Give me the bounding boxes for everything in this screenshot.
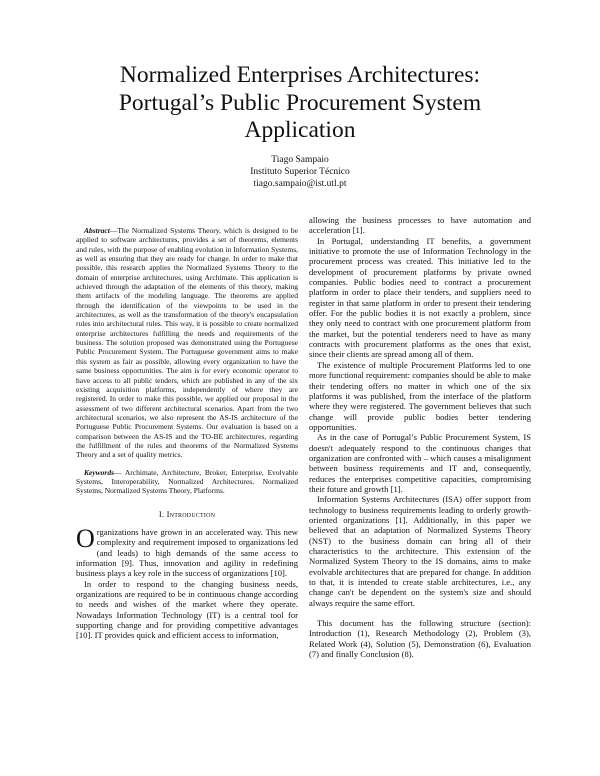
abstract-text: —The Normalized Systems Theory, which is designed to be applied to software architectures, provides a set of theorems, elements and rules, with the purpose of enabling evolution in Information Systems, as well as ensuring that they are ready for change. In order to make that possible, this research applies the Normalized Systems Theory to the domain of enterprise architectures, using Archimate. This application is achieved through the adaptation of the elements of this theory, making them artifacts of the modeling language. The theorems are applied through the identification of the viewpoints to be used in the architectures, as well as the transformation of the theory's encapsulation rules into architectural rules. This way, it is possible to create normalized enterprise architectures fulfilling the needs and requirements of the business. The solution proposed was demonstrated using the Portuguese Public Procurement System. The Portuguese government aims to make this system as fair as possible, allowing every organization to have the same business opportunities. The aim is for every economic operator to have access to all public tenders, which are published in any of the six existing acquisition platforms, independently of where they are registered. In order to make this possible, we applied our proposal in the assessment of two different architectural scenarios. Apart from the two architectural scenarios, we also represent the AS-IS architecture of the Portuguese Public Procurement Systems. Our evaluation is based on a comparison between the AS-IS and the TO-BE architectures, regarding the fulfillment of the rules and theorems of the Normalized Systems Theory and a set of quality metrics. (76, 226, 298, 460)
abstract-label: Abstract (84, 226, 110, 235)
intro-paragraph-3: allowing the business processes to have automation and acceleration [1]. (309, 215, 531, 236)
intro-paragraph-8: This document has the following structure (section): Introduction (1), Research Methodology (2), Problem (3), Related Work (4), Solution (5), Demonstration (6), Evaluation (7) and finally Conclusion (8). (309, 618, 531, 660)
abstract (76, 226, 298, 460)
intro-paragraph-6: As in the case of Portugal’s Public Procurement System, IS doesn't adequately respond to the continuous changes that organization are confronted with – which causes a misalignment between business requirements and IT and, consequently, reduces the enterprises competitive capacities, compromising their future and growth [1]. (309, 432, 531, 494)
author-block (200, 154, 400, 190)
keywords-label: Keywords (84, 467, 114, 477)
paper-title (60, 62, 540, 145)
keywords-text: — Archimate, Architecture, Broker, Enterprise, Evolvable Systems, Interoperability, Normalized Architectures, Normalized Systems, Normalized Systems Theory, Platforms. (76, 467, 298, 496)
author-institution: Instituto Superior Técnico (250, 167, 350, 177)
left-column (76, 226, 298, 641)
title-line-1: Normalized Enterprises Architectures: (119, 62, 481, 88)
title-line-2: Portugal’s Public Procurement System (118, 89, 482, 116)
section-heading-introduction (76, 509, 298, 519)
title-line-3: Application (244, 117, 356, 143)
intro-left-text (76, 524, 298, 641)
paragraph-gap (309, 608, 531, 618)
author-email: tiago.sampaio@ist.utl.pt (253, 179, 347, 189)
intro-paragraph-1: Organizations have grown in an accelerated way. This new complexity and requirement imposed to organizations led (and leads) to high demands of the same access to information [9]. Thus, innovation and agility in redefining business plays a key role in the success of organizations [10]. (76, 524, 298, 579)
section-title: Introduction (166, 508, 216, 519)
intro-paragraph-7: Information Systems Architectures (ISA) offer support from technology to business requirements leading to orderly growth-oriented organizations [1]. Additionally, in this paper we believed that an adaptation of Normalized Systems Theory (NST) to the business domain can bring all of their characteristics to the architecture. This extension of the Normalized System Theory to the IS domains, aims to make evolvable architectures that are prepared for change. In addition to that, it is intended to create stable architectures, i.e., any change can't be dependent on the system's size and should always require the same effort. (309, 494, 531, 608)
intro-paragraph-4: In Portugal, understanding IT benefits, a government initiative to promote the use of Information Technology in the procurement process was created. This initiative led to the development of procurement platforms by private owned companies. Public bodies need to contract a procurement platform in order to place their tenders, and suppliers need to register in that same platform in order to present their tendering offer. For the public bodies it is not exactly a problem, since they only need to contract with one procurement platform from the market, but the potential tenderers need to have as many contracts with procurement platforms as the ones that exist, since their clients are spread among all of them. (309, 235, 531, 360)
intro-paragraph-5: The existence of multiple Procurement Platforms led to one more functional requirement: companies should be able to make their tendering offers no matter in which one of the six platforms it was published, from the interface of the platform where they were registered. The government believes that such change will provide public bodies better tendering opportunities. (309, 359, 531, 432)
author-name: Tiago Sampaio (271, 155, 329, 165)
section-number: I. (158, 508, 165, 519)
right-column (309, 215, 531, 659)
intro-paragraph-2: In order to respond to the changing business needs, organizations are required to be in continuous change according to needs and wishes of the market where they operate. Nowadays Information Technology (IT) is a central tool for supporting change and for providing competitive advantages [10]. IT provides quick and efficient access to information, (76, 578, 298, 641)
keywords (76, 468, 298, 496)
drop-cap: O (76, 524, 95, 554)
